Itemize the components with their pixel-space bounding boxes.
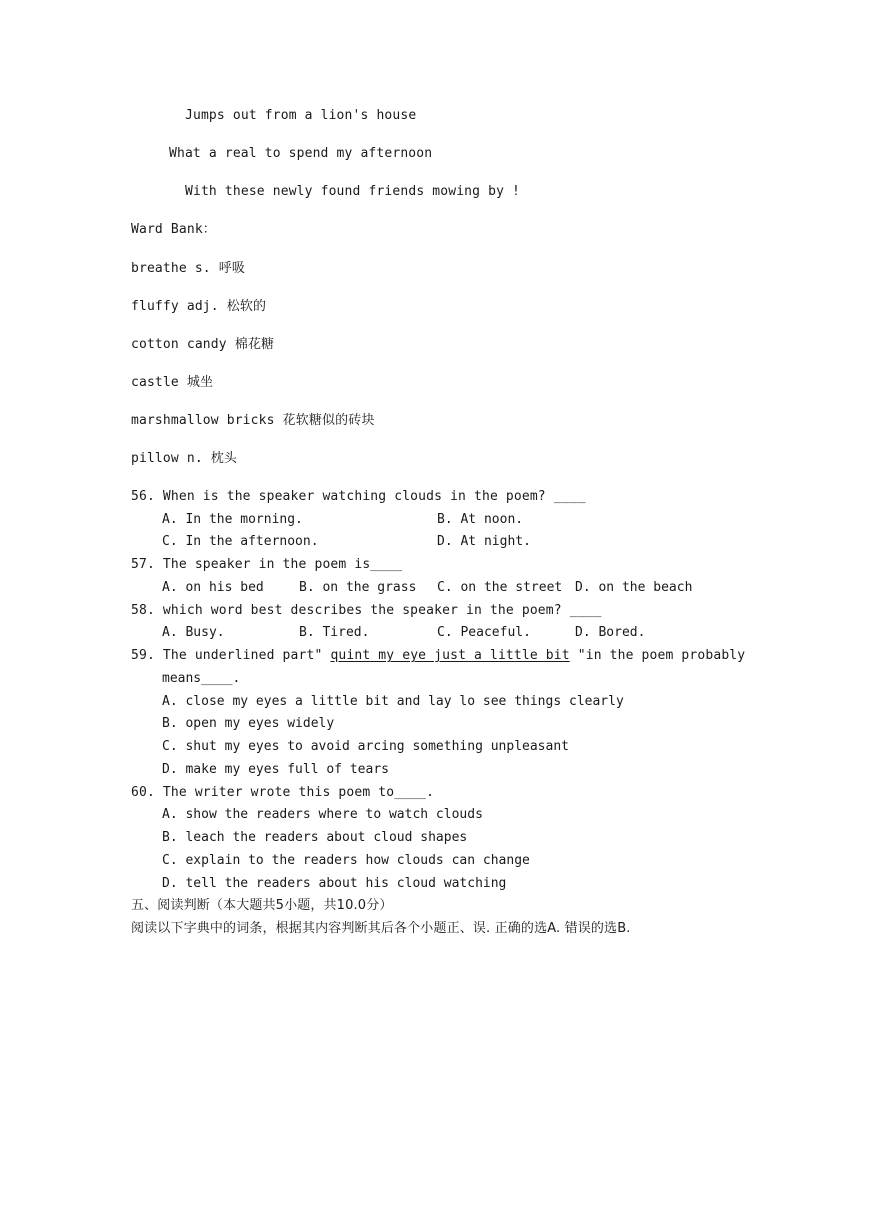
question-57-option-b: B. on the grass bbox=[299, 580, 417, 595]
question-57-option-c: C. on the street bbox=[437, 580, 563, 595]
question-58-option-c: C. Peaceful. bbox=[437, 625, 531, 640]
question-58-stem: 58. which word best describes the speaker in the poem? ____ bbox=[131, 603, 602, 618]
question-57-stem: 57. The speaker in the poem is____ bbox=[131, 557, 403, 572]
question-60-option-a: A. show the readers where to watch clouds bbox=[162, 807, 483, 822]
question-59-stem-post: "in the poem probably bbox=[577, 648, 746, 663]
question-57-option-a: A. on his bed bbox=[162, 580, 264, 595]
question-60-stem: 60. The writer wrote this poem to____. bbox=[131, 785, 435, 800]
question-59-stem-pre: 59. The underlined part" bbox=[131, 648, 323, 663]
word-bank-item: marshmallow bricks 花软糖似的砖块 bbox=[131, 413, 375, 428]
question-56-option-a: A. In the morning. bbox=[162, 512, 303, 527]
question-60-option-d: D. tell the readers about his cloud watching bbox=[162, 876, 507, 891]
word-bank-item: breathe s. 呼吸 bbox=[131, 261, 246, 276]
word-bank-title: Ward Bank： bbox=[131, 222, 216, 237]
question-59-option-a: A. close my eyes a little bit and lay lo see things clearly bbox=[162, 694, 624, 709]
question-59-option-c: C. shut my eyes to avoid arcing something unpleasant bbox=[162, 739, 569, 754]
question-58-option-d: D. Bored. bbox=[575, 625, 646, 640]
poem-line: What a real to spend my afternoon bbox=[169, 146, 433, 161]
word-bank-item: cotton candy 棉花糖 bbox=[131, 337, 275, 352]
question-59-option-b: B. open my eyes widely bbox=[162, 716, 335, 731]
section-heading: 五、阅读判断（本大题共5小题，共10.0分） bbox=[131, 898, 393, 913]
question-60-option-c: C. explain to the readers how clouds can change bbox=[162, 853, 530, 868]
question-59-stem-continued: means____. bbox=[162, 671, 241, 686]
word-bank-item: fluffy adj. 松软的 bbox=[131, 299, 267, 314]
question-60-option-b: B. leach the readers about cloud shapes bbox=[162, 830, 468, 845]
word-bank-item: castle 城坐 bbox=[131, 375, 214, 390]
poem-line: Jumps out from a lion's house bbox=[185, 108, 417, 123]
question-58-option-a: A. Busy. bbox=[162, 625, 225, 640]
question-56-option-b: B. At noon. bbox=[437, 512, 524, 527]
question-59-underlined-phrase: quint my eye just a little bit bbox=[330, 648, 570, 663]
question-58-option-b: B. Tired. bbox=[299, 625, 370, 640]
word-bank-item: pillow n. 枕头 bbox=[131, 451, 238, 466]
question-59-option-d: D. make my eyes full of tears bbox=[162, 762, 389, 777]
section-instruction: 阅读以下字典中的词条，根据其内容判断其后各个小题正、误. 正确的选A. 错误的选B. bbox=[131, 921, 631, 936]
question-56-option-c: C. In the afternoon. bbox=[162, 534, 319, 549]
poem-line: With these newly found friends mowing by ! bbox=[185, 184, 521, 199]
question-59-stem bbox=[131, 647, 745, 665]
question-57-option-d: D. on the beach bbox=[575, 580, 693, 595]
question-56-option-d: D. At night. bbox=[437, 534, 531, 549]
question-56-stem: 56. When is the speaker watching clouds in the poem? ____ bbox=[131, 489, 586, 504]
